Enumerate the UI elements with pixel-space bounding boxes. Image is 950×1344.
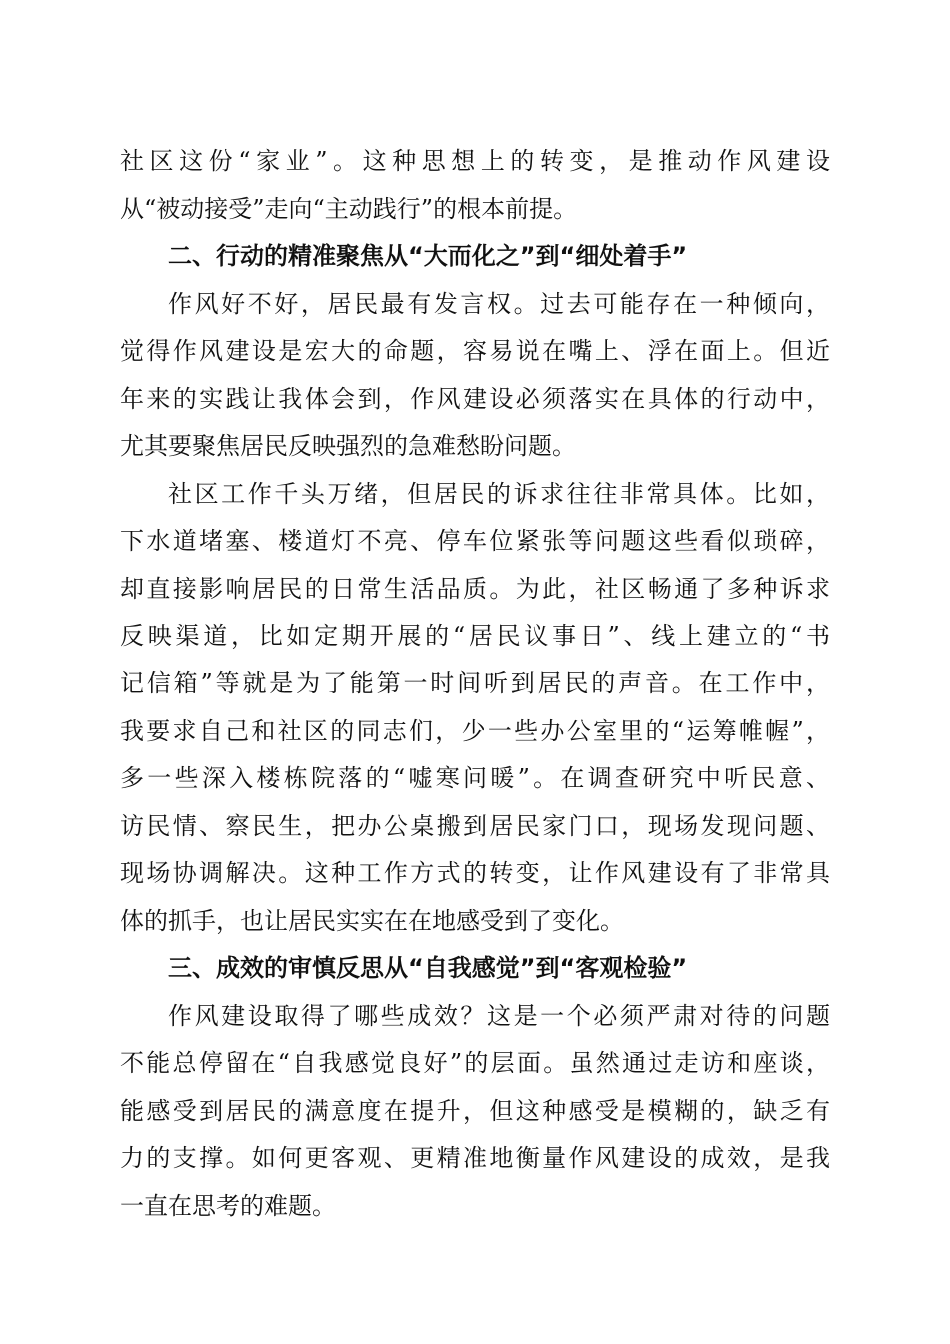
body-line: 一直在思考的难题。 [120,1192,336,1220]
body-line: 现场协调解决。这种工作方式的转变，让作风建设有了非常具 [120,859,830,887]
body-line: 力的支撑。如何更客观、更精准地衡量作风建设的成效，是我 [120,1144,830,1172]
body-line: 作风建设取得了哪些成效？这是一个必须严肃对待的问题 [168,1002,830,1030]
body-line: 年来的实践让我体会到，作风建设必须落实在具体的行动中， [120,385,830,413]
body-line: 记信箱”等就是为了能第一时间听到居民的声音。在工作中， [120,669,830,697]
body-line: 作风好不好，居民最有发言权。过去可能存在一种倾向， [168,290,830,318]
body-line: 社区工作千头万绪，但居民的诉求往往非常具体。比如， [168,480,830,508]
body-line: 从“被动接受”走向“主动践行”的根本前提。 [120,195,578,223]
body-line: 社区这份“家业”。这种思想上的转变，是推动作风建设 [120,147,830,175]
body-line: 尤其要聚焦居民反映强烈的急难愁盼问题。 [120,432,576,460]
body-line: 能感受到居民的满意度在提升，但这种感受是模糊的，缺乏有 [120,1097,830,1125]
section-heading: 三、成效的审慎反思从“自我感觉”到“客观检验” [168,954,688,982]
body-line: 访民情、察民生，把办公桌搬到居民家门口，现场发现问题、 [120,812,830,840]
body-line: 觉得作风建设是宏大的命题，容易说在嘴上、浮在面上。但近 [120,337,830,365]
body-line: 下水道堵塞、楼道灯不亮、停车位紧张等问题这些看似琐碎， [120,527,830,555]
body-line: 不能总停留在“自我感觉良好”的层面。虽然通过走访和座谈， [120,1049,830,1077]
section-heading: 二、行动的精准聚焦从“大而化之”到“细处着手” [168,242,688,270]
body-line: 多一些深入楼栋院落的“嘘寒问暖”。在调查研究中听民意、 [120,764,830,792]
body-line: 我要求自己和社区的同志们，少一些办公室里的“运筹帷幄”， [120,717,830,745]
body-line: 反映渠道，比如定期开展的“居民议事日”、线上建立的“书 [120,622,830,650]
body-line: 却直接影响居民的日常生活品质。为此，社区畅通了多种诉求 [120,575,830,603]
body-line: 体的抓手，也让居民实实在在地感受到了变化。 [120,907,624,935]
